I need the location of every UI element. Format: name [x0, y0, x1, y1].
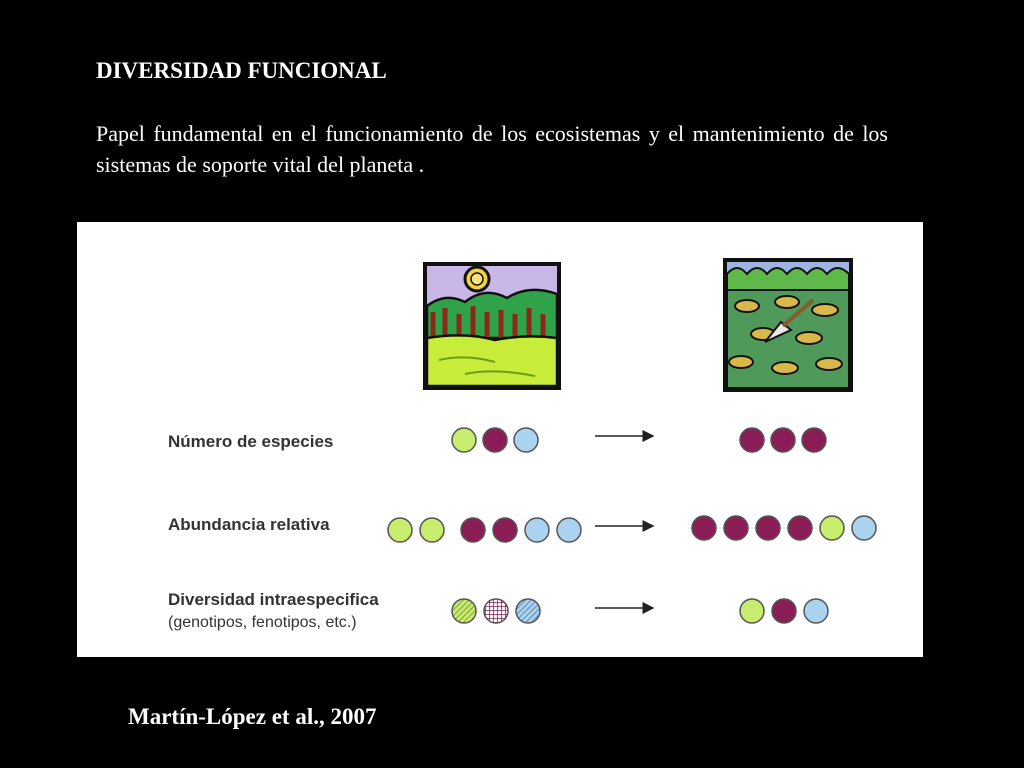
row-1-before-circles — [452, 428, 538, 452]
species-circle-purple — [771, 428, 795, 452]
species-circle-purple-pattern — [484, 599, 508, 623]
row-2-before-circles — [388, 518, 581, 542]
species-circle-green — [740, 599, 764, 623]
species-circle-purple — [483, 428, 507, 452]
species-circle-purple — [692, 516, 716, 540]
row-3-after-circles — [740, 599, 828, 623]
species-circle-purple — [802, 428, 826, 452]
row-2-after-circles — [692, 516, 876, 540]
forest-landscape-icon — [425, 264, 559, 388]
species-circle-blue — [852, 516, 876, 540]
species-circle-blue — [557, 518, 581, 542]
slide-title: DIVERSIDAD FUNCIONAL — [96, 58, 387, 83]
species-circle-purple — [772, 599, 796, 623]
species-circle-green — [420, 518, 444, 542]
row-3-before-circles — [452, 599, 540, 623]
citation: Martín-López et al., 2007 — [128, 704, 377, 729]
species-circle-green — [820, 516, 844, 540]
species-circle-blue — [514, 428, 538, 452]
row-1-after-circles — [740, 428, 826, 452]
row-label-diversidad-intraespecifica: Diversidad intraespecifica — [168, 590, 379, 609]
species-circle-blue — [525, 518, 549, 542]
species-circle-blue — [804, 599, 828, 623]
row-sublabel-genotipos: (genotipos, fenotipos, etc.) — [168, 614, 357, 631]
species-circle-purple — [740, 428, 764, 452]
species-circle-purple — [756, 516, 780, 540]
row-label-abundancia-relativa: Abundancia relativa — [168, 515, 330, 534]
species-circle-purple — [788, 516, 812, 540]
slide-body-text: Papel fundamental en el funcionamiento de los ecosistemas y el mantenimiento de los sistemas de soporte vital del planeta . — [96, 121, 888, 177]
species-circle-purple — [461, 518, 485, 542]
species-circle-blue-pattern — [516, 599, 540, 623]
species-circle-purple — [724, 516, 748, 540]
species-circle-green — [388, 518, 412, 542]
species-circle-green — [452, 428, 476, 452]
deforested-stumps-icon — [725, 260, 851, 390]
species-circle-green-pattern — [452, 599, 476, 623]
species-circle-purple — [493, 518, 517, 542]
row-label-numero-especies: Número de especies — [168, 432, 334, 451]
figure-panel — [77, 222, 923, 657]
